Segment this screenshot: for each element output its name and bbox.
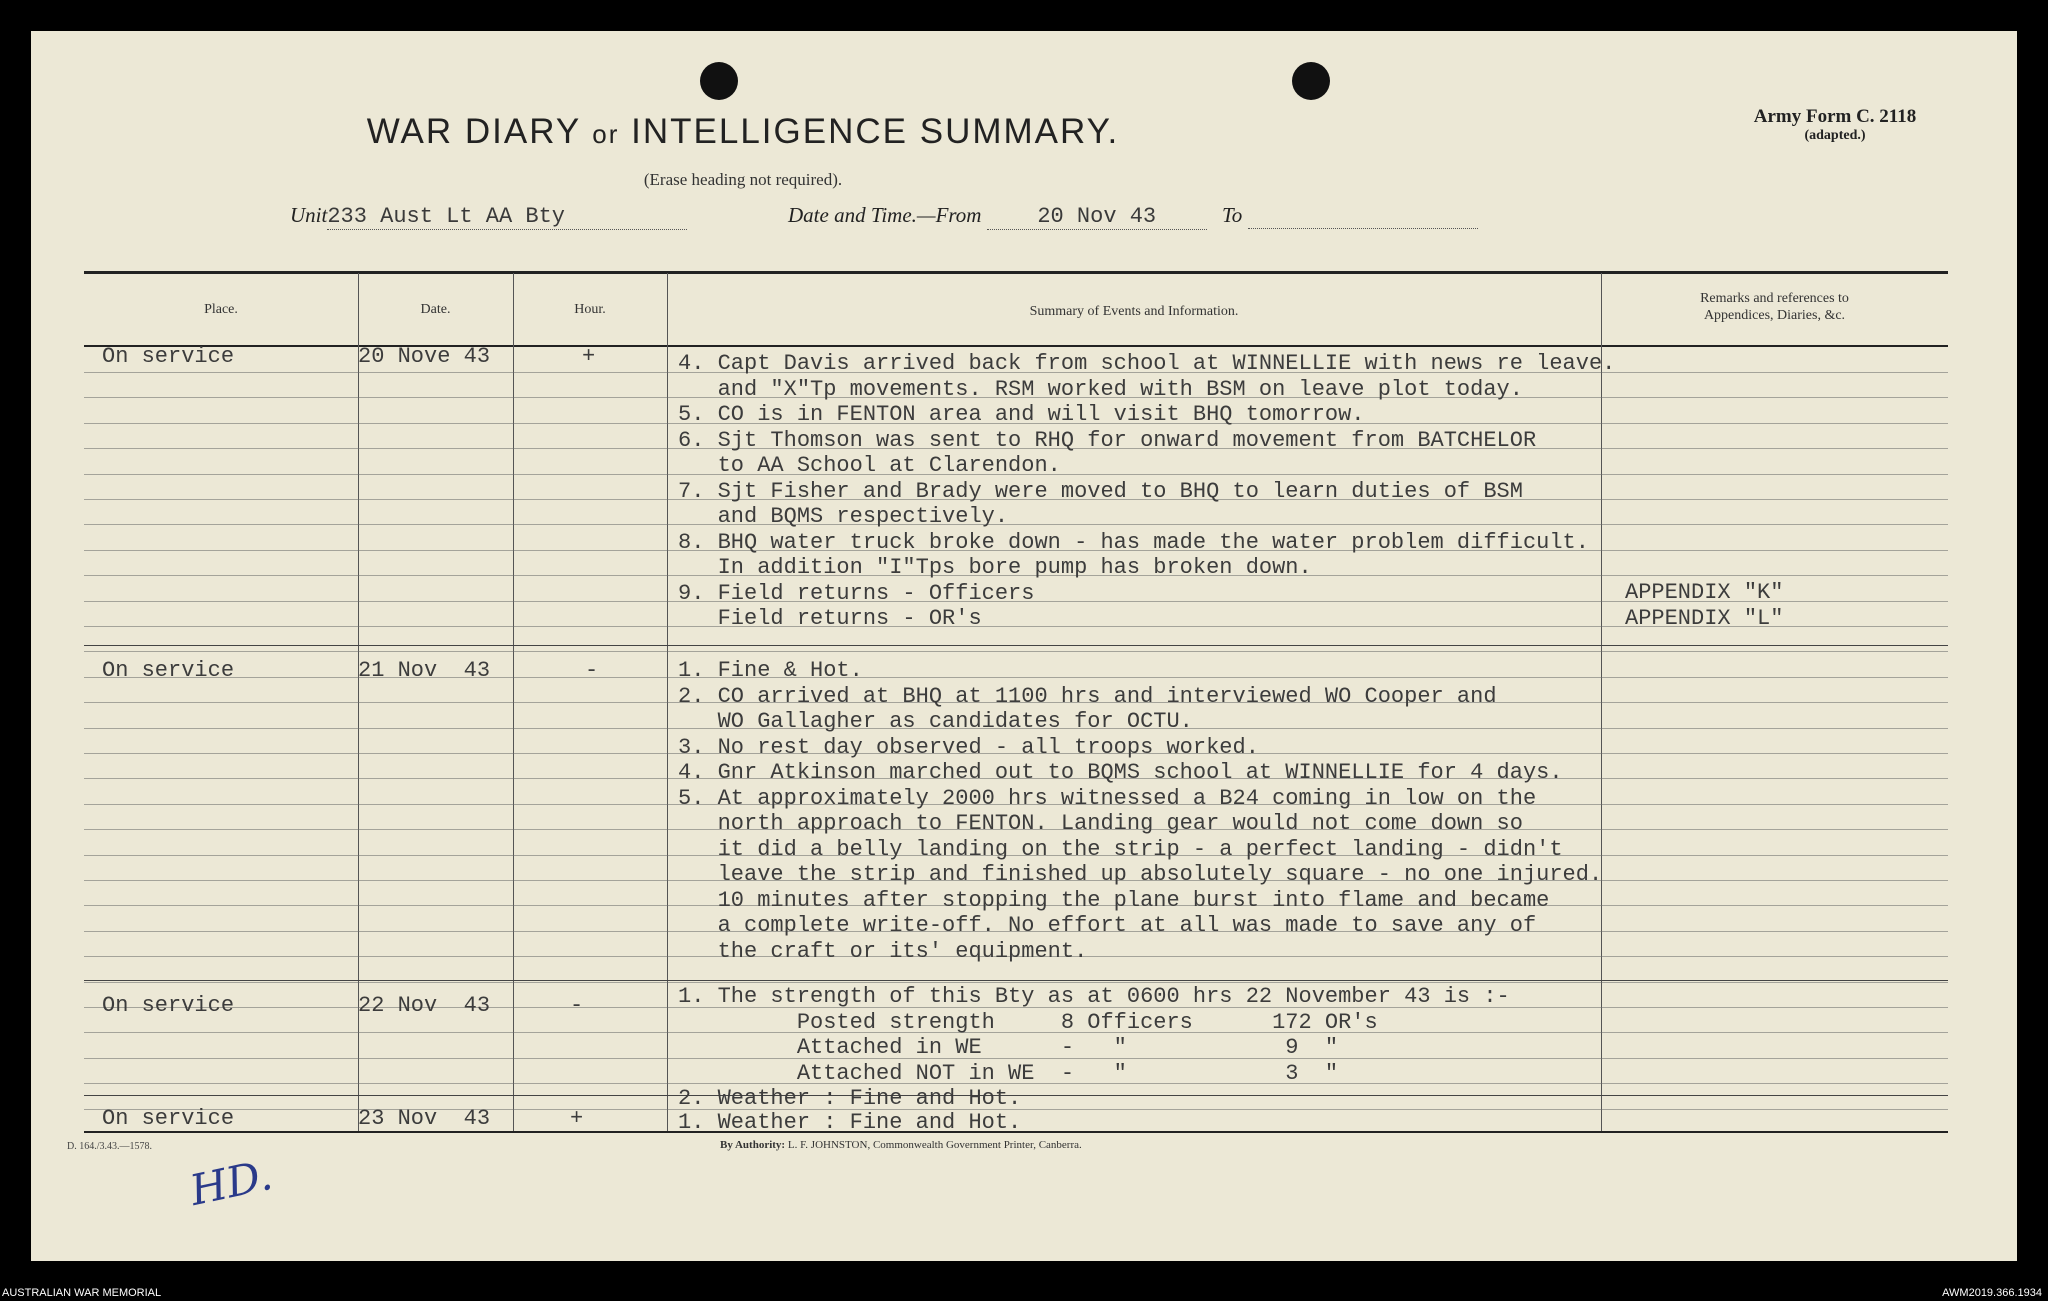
entry-date: 21 Nov 43 [358,658,491,683]
entry-hour: - [570,993,584,1018]
handwritten-initials: HD. [185,1149,277,1216]
entry-summary: 1. Weather : Fine and Hot. [678,1110,1022,1135]
printer-authority [720,1139,1082,1151]
date-to-label: To [1221,203,1243,227]
erase-note: (Erase heading not required). [643,170,843,189]
date-line [788,203,1478,230]
entry-summary: 1. The strength of this Bty as at 0600 hrs 22 November 43 is :- Posted strength 8 Officers 172 OR's Attached in WE - " 9 " Attached NOT in WE - " 3 " 2. Weather : Fine and Hot. [678,984,1510,1111]
army-form-label [1700,106,1970,144]
table-top-rule [84,271,1948,274]
date-to-value [1248,203,1478,229]
column-header-remarks [1601,290,1948,324]
entry-remarks: APPENDIX "K" APPENDIX "L" [1625,580,1784,631]
entry-date: 20 Nove 43 [358,344,491,369]
entry-place: On service [102,1106,235,1131]
remarks-header-line-2: Appendices, Diaries, &c. [1703,308,1846,323]
punch-hole-right [1292,62,1330,100]
ruled-line [84,982,1948,983]
entry-hour: + [582,344,596,369]
authority-text: L. F. JOHNSTON, Commonwealth Government Printer, Canberra. [787,1139,1082,1151]
column-header-place: Place. [204,302,238,317]
entry-summary: 1. Fine & Hot. 2. CO arrived at BHQ at 1100 hrs and interviewed WO Cooper and WO Gallagher as candidates for OCTU. 3. No rest day observed - all troops worked. 4. Gnr Atkinson marched out to BQMS school at WINNELLIE for 4 days. 5. At approximately 2000 hrs witnessed a B24 coming in low on the north approach to FENTON. Landing gear would not come down so it did a belly landing on the strip - a perfect landing - didn't leave the strip and finished up absolutely square - no one injured. 10 minutes after stopping the plane burst into flame and became a complete write-off. No effort at all was made to save any of the craft or its' equipment. [678,658,1603,964]
entry-date: 23 Nov 43 [358,1106,491,1131]
entry-hour: + [570,1106,584,1131]
authority-label: By Authority: [720,1139,786,1151]
date-label: Date and Time.—From [788,203,982,227]
entry-place: On service [102,344,235,369]
form-code: D. 164./3.43.—1578. [67,1141,152,1152]
title-part-2: INTELLIGENCE SUMMARY. [631,112,1120,151]
title-or: or [592,119,620,149]
date-from-value: 20 Nov 43 [1037,204,1157,229]
credit-left: AUSTRALIAN WAR MEMORIAL [2,1287,162,1299]
title-part-1: WAR DIARY [366,112,581,151]
army-form-number: Army Form C. 2118 [1753,106,1917,127]
unit-label: Unit [290,203,328,227]
ruled-line [84,651,1948,652]
entry-separator [84,645,1948,646]
credit-right: AWM2019.366.1934 [1942,1287,2042,1299]
remarks-header-line-1: Remarks and references to [1700,291,1849,306]
entry-summary: 4. Capt Davis arrived back from school at WINNELLIE with news re leave. and "X"Tp movements. RSM worked with BSM on leave plot today. 5. CO is in FENTON area and will visit BHQ tomorrow. 6. Sjt Thomson was sent to RHQ for onward movement from BATCHELOR to AA School at Clarendon. 7. Sjt Fisher and Brady were moved to BHQ to learn duties of BSM and BQMS respectively. 8. BHQ water truck broke down - has made the water problem difficult. In addition "I"Tps bore pump has broken down. 9. Field returns - Officers Field returns - OR's [678,351,1616,631]
column-header-date: Date. [420,302,451,317]
entry-separator [84,980,1948,981]
entry-date: 22 Nov 43 [358,993,491,1018]
column-header-summary: Summary of Events and Information. [1029,304,1239,319]
entry-place: On service [102,993,235,1018]
entry-place: On service [102,658,235,683]
column-header-hour: Hour. [574,302,606,317]
punch-hole-left [700,62,738,100]
entry-hour: - [585,658,599,683]
army-form-sub: (adapted.) [1804,128,1866,143]
unit-line [290,203,687,230]
unit-value: 233 Aust Lt AA Bty [327,204,565,229]
page-title [0,112,1486,152]
